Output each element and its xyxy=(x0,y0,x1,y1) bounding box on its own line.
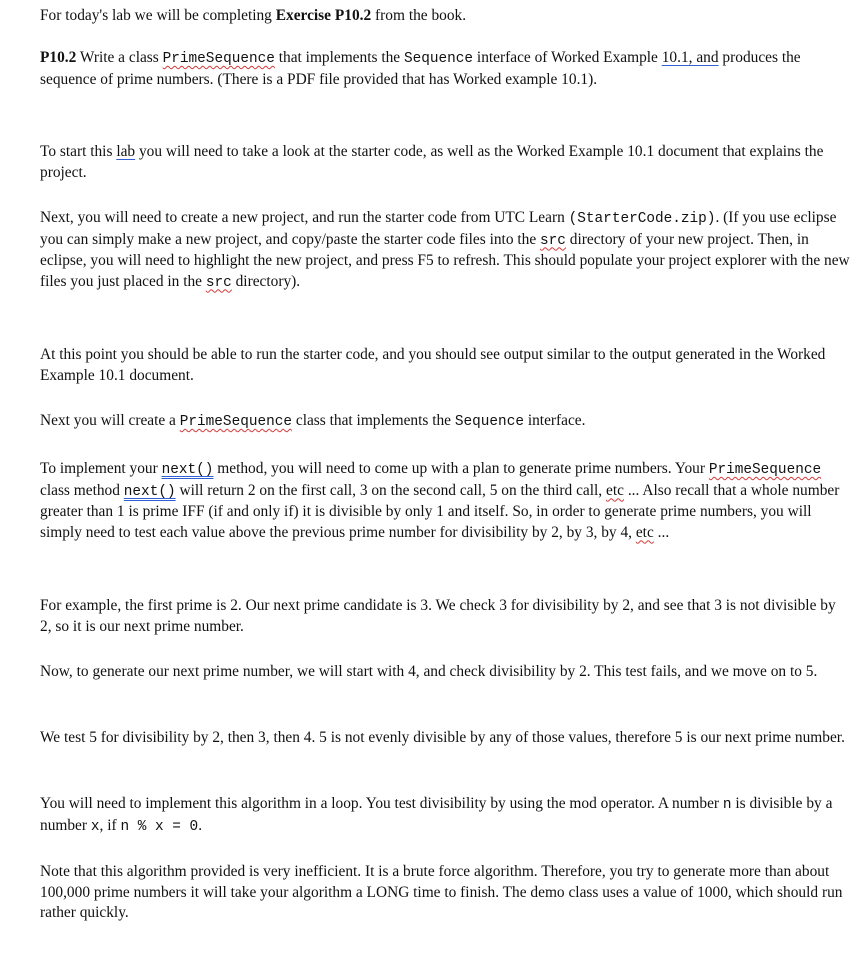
exercise-text: that implements the xyxy=(274,49,404,66)
create-text: interface. xyxy=(523,412,586,429)
class-name-code: PrimeSequence xyxy=(179,414,293,430)
loop-text: is divisible by a number xyxy=(40,795,833,834)
starter-zip-code: (StarterCode.zip) xyxy=(568,211,716,227)
class-name-code: PrimeSequence xyxy=(162,51,275,67)
exercise-text: Write a class xyxy=(76,49,163,66)
example-paragraph: For example, the first prime is 2. Our next prime candidate is 3. We check 3 for divisibility by 2, and see that 3 is not divisible by 2, so it is our next prime number. xyxy=(40,597,836,635)
loop-text: . xyxy=(198,816,203,834)
worked-example-ref: 10.1, and xyxy=(661,49,719,66)
implement-text: ... Also recall that a whole number greater than 1 is prime IFF (if and only if) it is divisible by only 1 and itself. So, in order to generate prime numbers, you will simply need to test each value above the previous prime number for divisibility by 2, by 3, by 4, xyxy=(40,481,840,541)
exercise-text: interface of Worked Example xyxy=(473,49,662,66)
output-paragraph: At this point you should be able to run the starter code, and you should see output similar to the output generated in the Worked Example 10.1 document. xyxy=(40,346,826,384)
create-class-paragraph xyxy=(40,411,850,433)
exercise-title: Exercise P10.2 xyxy=(275,7,372,24)
implement-text: class method xyxy=(40,481,124,499)
intro-text-end: from the book. xyxy=(371,7,467,24)
implement-text: To implement your xyxy=(40,460,162,477)
implement-paragraph xyxy=(40,459,850,543)
setup-text: directory of your new project. Then, in eclipse, you will need to highlight the new project, and press F5 to refresh. This should populate your project explorer with the new files you just placed in the xyxy=(40,230,850,290)
mod-expression-code: n % x = 0 xyxy=(120,818,199,835)
variable-n-code: n xyxy=(722,797,732,813)
src-dir-code: src xyxy=(205,274,232,291)
exercise-text: produces the sequence of prime numbers. (There is a PDF file provided that has Worked example 10.1). xyxy=(40,49,801,88)
starter-text: you will need to take a look at the starter code, as well as the Worked Example 10.1 document that explains the project. xyxy=(40,143,824,181)
loop-text: You will need to implement this algorithm in a loop. You test divisibility by using the mod operator. A number xyxy=(40,795,723,812)
implement-text: ... xyxy=(653,523,670,541)
setup-text: . (If you use eclipse you can simply make a new project, and copy/paste the starter code files into the xyxy=(40,209,837,248)
loop-paragraph xyxy=(40,794,850,837)
next-prime-paragraph: Now, to generate our next prime number, we will start with 4, and check divisibility by 2. This test fails, and we move on to 5. xyxy=(40,663,818,680)
etc-word: etc xyxy=(635,523,654,541)
loop-text: , if xyxy=(99,816,121,834)
variable-x-code: x xyxy=(90,818,100,835)
intro-paragraph xyxy=(40,6,850,27)
intro-text: For today's lab we will be completing xyxy=(40,7,276,24)
lab-word: lab xyxy=(116,143,136,160)
next-method-code: next() xyxy=(123,483,176,500)
setup-paragraph xyxy=(40,208,850,293)
src-dir-code: src xyxy=(540,232,566,249)
starter-paragraph xyxy=(40,142,850,183)
interface-name-code: Sequence xyxy=(403,51,474,67)
create-text: Next you will create a xyxy=(40,412,180,429)
class-name-code: PrimeSequence xyxy=(708,462,822,478)
implement-text: will return 2 on the first call, 3 on the second call, 5 on the third call, xyxy=(175,481,607,499)
create-text: class that implements the xyxy=(292,412,455,429)
note-paragraph: Note that this algorithm provided is very inefficient. It is a brute force algorithm. Therefore, you try to generate more than about 100,000 prime numbers it will take your algorithm a LONG time to finish. The demo class uses a value of 1000, which should run rather quickly. xyxy=(40,863,843,921)
setup-text: Next, you will need to create a new project, and run the starter code from UTC Learn xyxy=(40,209,569,226)
exercise-paragraph xyxy=(40,48,850,90)
test-five-paragraph: We test 5 for divisibility by 2, then 3, then 4. 5 is not evenly divisible by any of those values, therefore 5 is our next prime number. xyxy=(40,729,845,746)
next-method-code: next() xyxy=(161,462,214,478)
etc-word: etc xyxy=(606,481,624,499)
implement-text: method, you will need to come up with a plan to generate prime numbers. Your xyxy=(213,460,709,477)
exercise-label: P10.2 xyxy=(40,49,77,66)
interface-name-code: Sequence xyxy=(454,414,524,430)
setup-text: directory). xyxy=(231,272,301,290)
starter-text: To start this xyxy=(40,143,117,160)
